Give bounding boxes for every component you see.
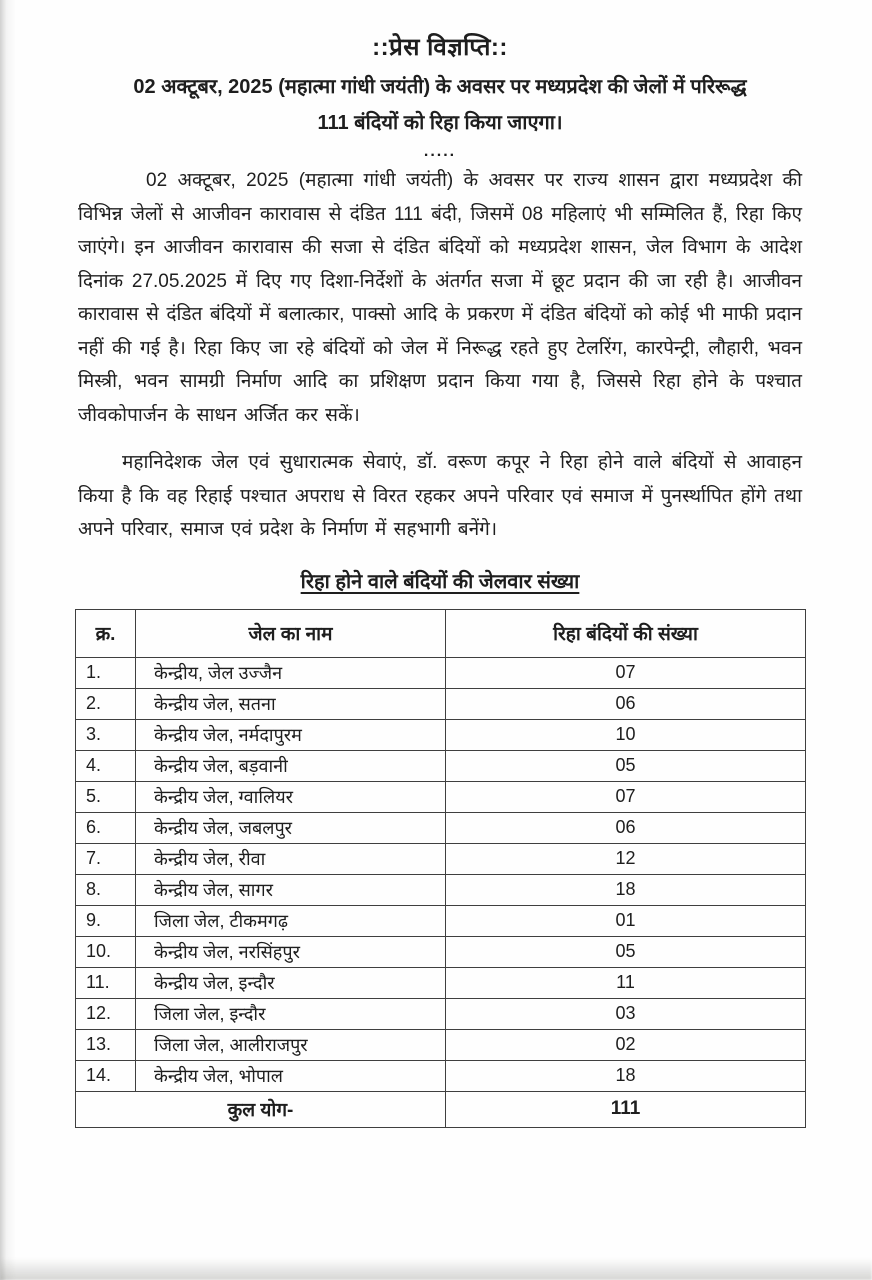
release-count-cell: 06 <box>446 812 806 843</box>
serial-cell: 11. <box>76 967 136 998</box>
paragraph-release-details: 02 अक्टूबर, 2025 (महात्मा गांधी जयंती) के अवसर पर राज्य शासन द्वारा मध्यप्रदेश की विभिन्न जेलों से आजीवन कारावास से दंडित 111 बंदी, जिसमें 08 महिलाएं भी सम्मिलित हैं, रिहा किए जाएंगे। इन आजीवन कारावास की सजा से दंडित बंदियों को मध्यप्रदेश शासन, जेल विभाग के आदेश दिनांक 27.05.2025 में दिए गए दिशा-निर्देशों के अंतर्गत सजा में छूट प्रदान की जा रही है। आजीवन कारावास से दंडित बंदियों में बलात्कार, पाक्सो आदि के प्रकरण में दंडित बंदियों को कोई भी माफी प्रदान नहीं की गई है। रिहा किए जा रहे बंदियों को जेल में निरूद्ध रहते हुए टेलरिंग, कारपेन्ट्री, लौहारी, भवन मिस्त्री, भवन सामग्री निर्माण आदि का प्रशिक्षण प्रदान किया गया है, जिससे रिहा होने के पश्चात जीवकोपार्जन के साधन अर्जित कर सकें। <box>78 170 802 426</box>
total-row <box>76 1091 806 1127</box>
jail-name-cell: जिला जेल, इन्दौर <box>136 998 446 1029</box>
serial-cell: 6. <box>76 812 136 843</box>
paragraph-dg-statement: महानिदेशक जेल एवं सुधारात्मक सेवाएं, डॉ. वरूण कपूर ने रिहा होने वाले बंदियों से आवाहन किया है कि वह रिहाई पश्चात अपराध से विरत रहकर अपने परिवार एवं समाज में पुनर्स्थापित होंगे तथा अपने परिवार, समाज एवं प्रदेश के निर्माण में सहभागी बनेंगे। <box>78 452 802 540</box>
release-count-cell: 03 <box>446 998 806 1029</box>
doc-subtitle-line2: 111 बंदियों को रिहा किया जाएगा। <box>317 112 563 134</box>
release-count-cell: 11 <box>446 967 806 998</box>
table-row <box>76 688 806 719</box>
serial-cell: 12. <box>76 998 136 1029</box>
jail-name-cell: जिला जेल, आलीराजपुर <box>136 1029 446 1060</box>
table-row <box>76 905 806 936</box>
table-row <box>76 657 806 688</box>
jail-name-cell: केन्द्रीय जेल, सतना <box>136 688 446 719</box>
jail-name-cell: केन्द्रीय जेल, इन्दौर <box>136 967 446 998</box>
serial-cell: 5. <box>76 781 136 812</box>
total-label: कुल योग- <box>76 1091 446 1127</box>
release-count-cell: 05 <box>446 936 806 967</box>
table-row <box>76 1060 806 1091</box>
release-count-cell: 05 <box>446 750 806 781</box>
jail-name-cell: जिला जेल, टीकमगढ़ <box>136 905 446 936</box>
doc-title: ::प्रेस विज्ञप्ति:: <box>372 34 508 61</box>
serial-cell: 13. <box>76 1029 136 1060</box>
jail-name-cell: केन्द्रीय जेल, नर्मदापुरम <box>136 719 446 750</box>
serial-cell: 8. <box>76 874 136 905</box>
table-row <box>76 967 806 998</box>
jail-name-cell: केन्द्रीय जेल, जबलपुर <box>136 812 446 843</box>
release-count-cell: 01 <box>446 905 806 936</box>
col-header-jail-name: जेल का नाम <box>136 609 446 657</box>
serial-cell: 3. <box>76 719 136 750</box>
jail-name-cell: केन्द्रीय जेल, सागर <box>136 874 446 905</box>
table-row <box>76 1029 806 1060</box>
table-row <box>76 936 806 967</box>
release-count-cell: 18 <box>446 874 806 905</box>
table-row <box>76 812 806 843</box>
table-row <box>76 750 806 781</box>
jail-name-cell: केन्द्रीय जेल, रीवा <box>136 843 446 874</box>
table-row <box>76 843 806 874</box>
jail-name-cell: केन्द्रीय जेल, बड़वानी <box>136 750 446 781</box>
table-row <box>76 781 806 812</box>
release-count-cell: 07 <box>446 657 806 688</box>
release-count-cell: 06 <box>446 688 806 719</box>
table-title: रिहा होने वाले बंदियों की जेलवार संख्या <box>300 570 580 593</box>
serial-cell: 10. <box>76 936 136 967</box>
serial-cell: 2. <box>76 688 136 719</box>
table-row <box>76 874 806 905</box>
dots-divider: ..... <box>423 143 457 160</box>
table-header <box>76 609 806 657</box>
release-count-cell: 18 <box>446 1060 806 1091</box>
serial-cell: 1. <box>76 657 136 688</box>
doc-subtitle-line1: 02 अक्टूबर, 2025 (महात्मा गांधी जयंती) के अवसर पर मध्यप्रदेश की जेलों में परिरूद्ध <box>133 76 747 98</box>
col-header-release-count: रिहा बंदियों की संख्या <box>446 609 806 657</box>
table-row <box>76 998 806 1029</box>
release-count-cell: 10 <box>446 719 806 750</box>
jail-release-table <box>75 609 806 1128</box>
release-count-cell: 12 <box>446 843 806 874</box>
release-count-cell: 02 <box>446 1029 806 1060</box>
total-value: 111 <box>446 1091 806 1127</box>
jail-name-cell: केन्द्रीय जेल, भोपाल <box>136 1060 446 1091</box>
table-body <box>76 657 806 1091</box>
scan-bottom-shadow <box>0 1258 872 1280</box>
serial-cell: 14. <box>76 1060 136 1091</box>
col-header-serial: क्र. <box>76 609 136 657</box>
jail-name-cell: केन्द्रीय जेल, नरसिंहपुर <box>136 936 446 967</box>
serial-cell: 9. <box>76 905 136 936</box>
table-row <box>76 719 806 750</box>
serial-cell: 7. <box>76 843 136 874</box>
table-footer <box>76 1091 806 1127</box>
table-header-row <box>76 609 806 657</box>
serial-cell: 4. <box>76 750 136 781</box>
jail-name-cell: केन्द्रीय, जेल उज्जैन <box>136 657 446 688</box>
release-count-cell: 07 <box>446 781 806 812</box>
jail-name-cell: केन्द्रीय जेल, ग्वालियर <box>136 781 446 812</box>
